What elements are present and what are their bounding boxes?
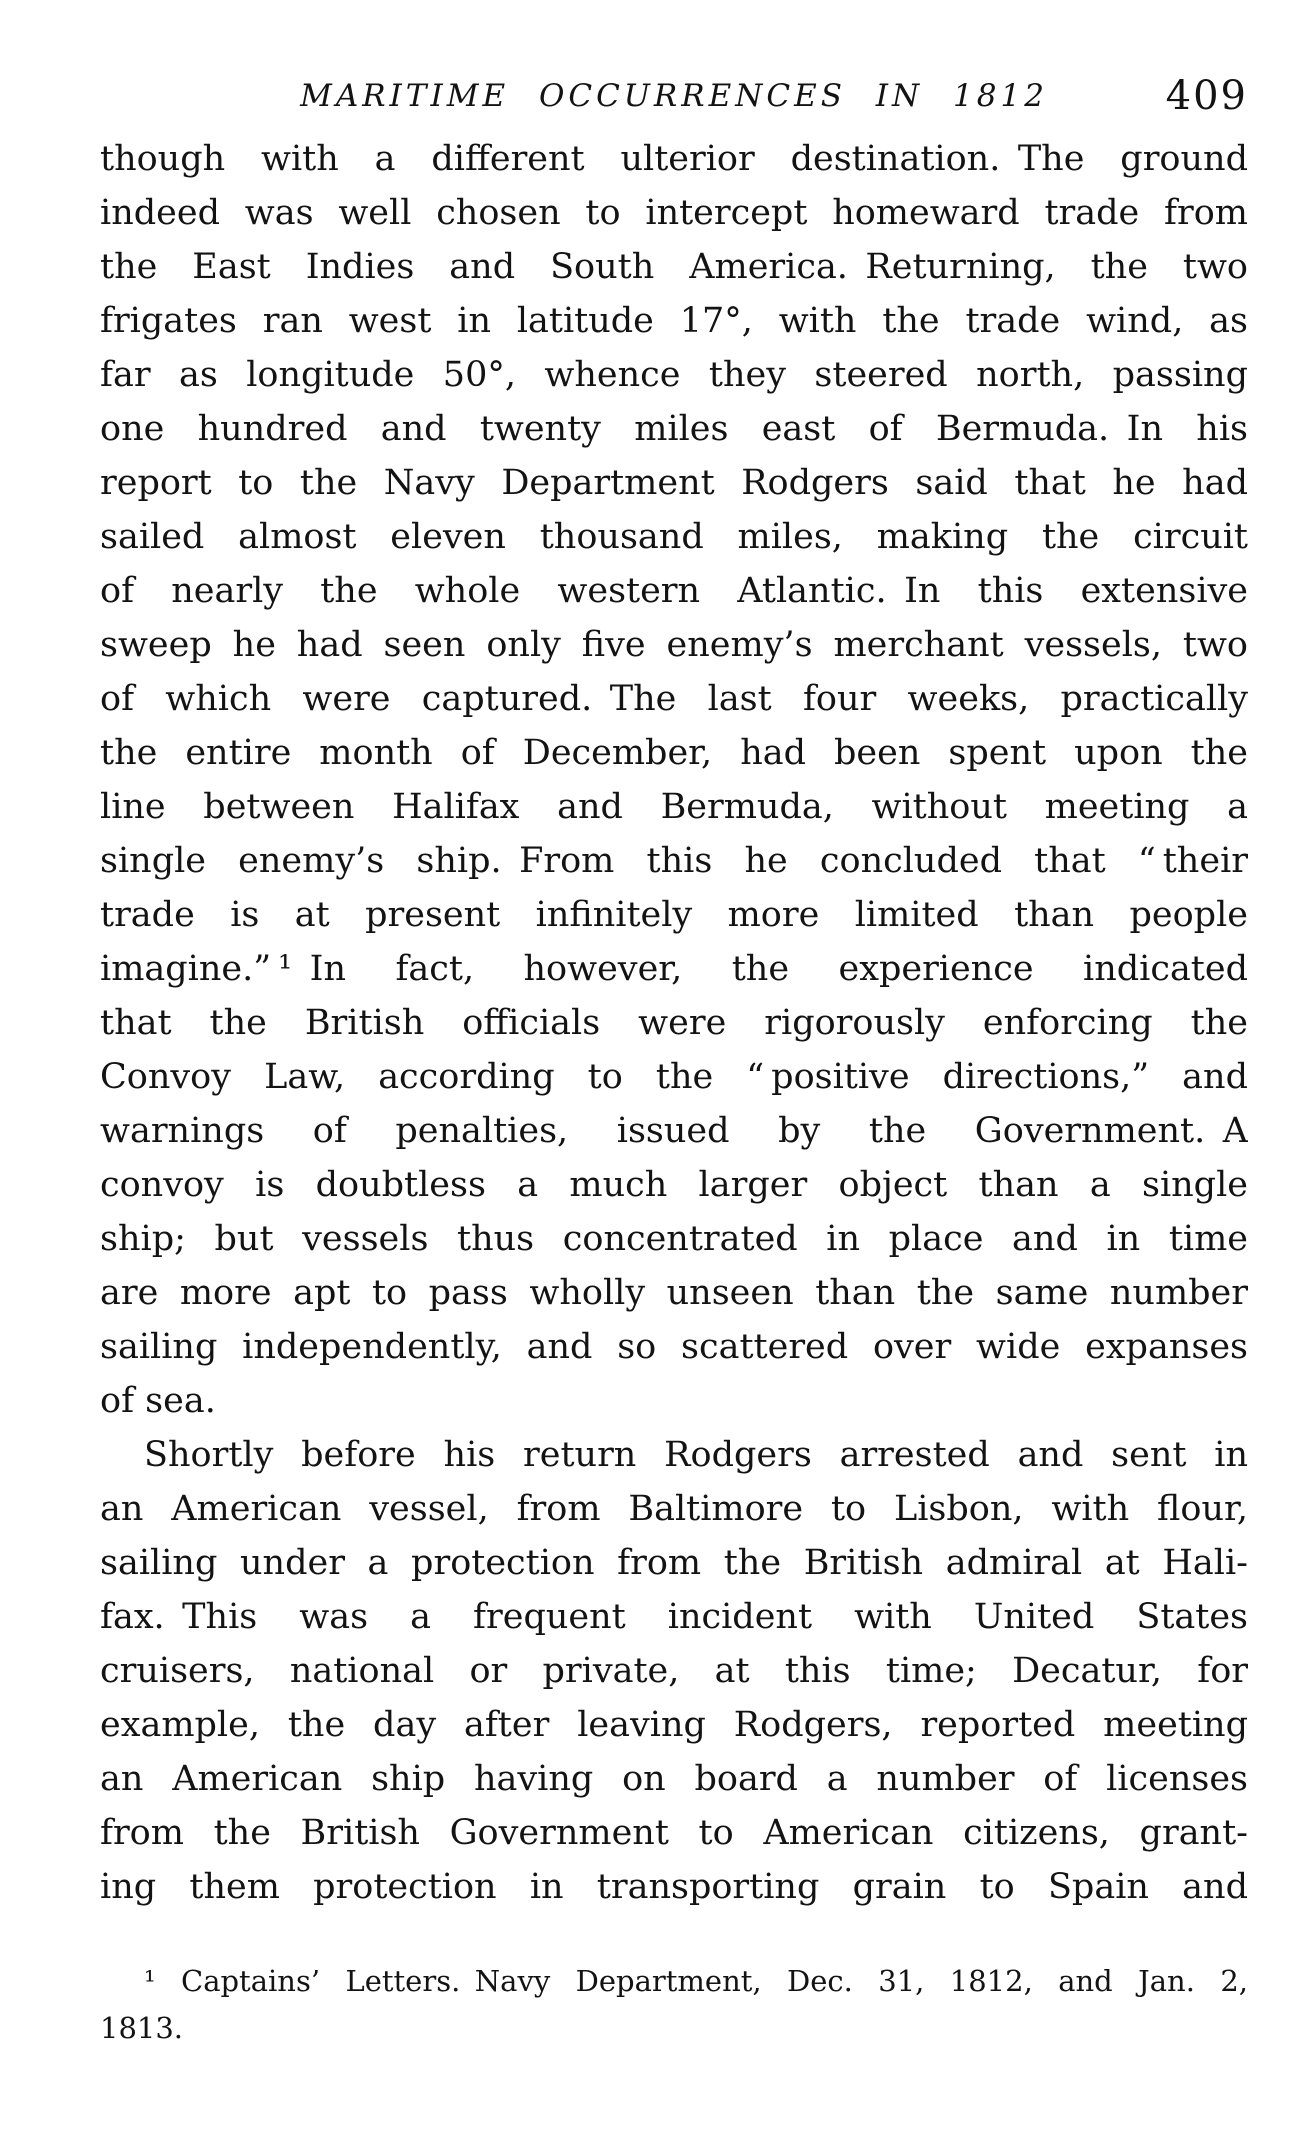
page-number: 409	[1165, 73, 1248, 119]
text-line: frigates ran west in latitude 17°, with the trade wind, as	[100, 301, 1248, 341]
footnote-line: ¹ Captains’ Letters. Navy Department, Dec. 31, 1812, and Jan. 2,	[144, 1964, 1248, 1998]
text-line: sailed almost eleven thousand miles, making the circuit	[100, 517, 1248, 557]
text-line: of which were captured. The last four weeks, practically	[100, 679, 1248, 719]
text-line: example, the day after leaving Rodgers, reported meeting	[100, 1705, 1248, 1745]
footnote	[100, 1958, 1248, 2052]
text-line: Shortly before his return Rodgers arrested and sent in	[144, 1435, 1248, 1475]
text-line: an American ship having on board a number of licenses	[100, 1759, 1248, 1799]
text-line: far as longitude 50°, whence they steered north, passing	[100, 355, 1248, 395]
text-line: one hundred and twenty miles east of Bermuda. In his	[100, 409, 1248, 449]
text-line: Convoy Law, according to the “ positive directions,” and	[100, 1057, 1248, 1097]
text-line: though with a different ulterior destination. The ground	[100, 139, 1248, 179]
text-line: line between Halifax and Bermuda, without meeting a	[100, 787, 1248, 827]
running-title: MARITIME OCCURRENCES IN 1812	[300, 78, 1048, 114]
paragraph	[100, 1428, 1248, 1914]
text-line: the East Indies and South America. Returning, the two	[100, 247, 1248, 287]
text-line: report to the Navy Department Rodgers said that he had	[100, 463, 1248, 503]
text-line: fax. This was a frequent incident with United States	[100, 1597, 1248, 1637]
text-line: single enemy’s ship. From this he concluded that “ their	[100, 841, 1248, 881]
text-line: of nearly the whole western Atlantic. In this extensive	[100, 571, 1248, 611]
text-line: sweep he had seen only five enemy’s merchant vessels, two	[100, 625, 1248, 665]
text-line: imagine.” ¹ In fact, however, the experience indicated	[100, 949, 1248, 989]
text-line: sailing under a protection from the British admiral at Hali-	[100, 1543, 1248, 1583]
paragraph	[100, 132, 1248, 1428]
text-line: cruisers, national or private, at this time; Decatur, for	[100, 1651, 1248, 1691]
text-line: of sea.	[100, 1381, 216, 1421]
text-line: warnings of penalties, issued by the Government. A	[100, 1111, 1248, 1151]
text-line: that the British officials were rigorously enforcing the	[100, 1003, 1248, 1043]
text-line: the entire month of December, had been spent upon the	[100, 733, 1248, 773]
text-line: are more apt to pass wholly unseen than the same number	[100, 1273, 1248, 1313]
page-header	[100, 70, 1248, 122]
text-line: ship; but vessels thus concentrated in place and in time	[100, 1219, 1248, 1259]
text-line: convoy is doubtless a much larger object than a single	[100, 1165, 1248, 1205]
text-line: indeed was well chosen to intercept homeward trade from	[100, 193, 1248, 233]
text-line: ing them protection in transporting grain to Spain and	[100, 1867, 1248, 1907]
text-line: trade is at present infinitely more limited than people	[100, 895, 1248, 935]
footnote-line: 1813.	[100, 2011, 184, 2045]
text-line: sailing independently, and so scattered over wide expanses	[100, 1327, 1248, 1367]
text-line: from the British Government to American citizens, grant-	[100, 1813, 1248, 1853]
body-text	[100, 132, 1248, 1914]
text-line: an American vessel, from Baltimore to Lisbon, with flour,	[100, 1489, 1248, 1529]
